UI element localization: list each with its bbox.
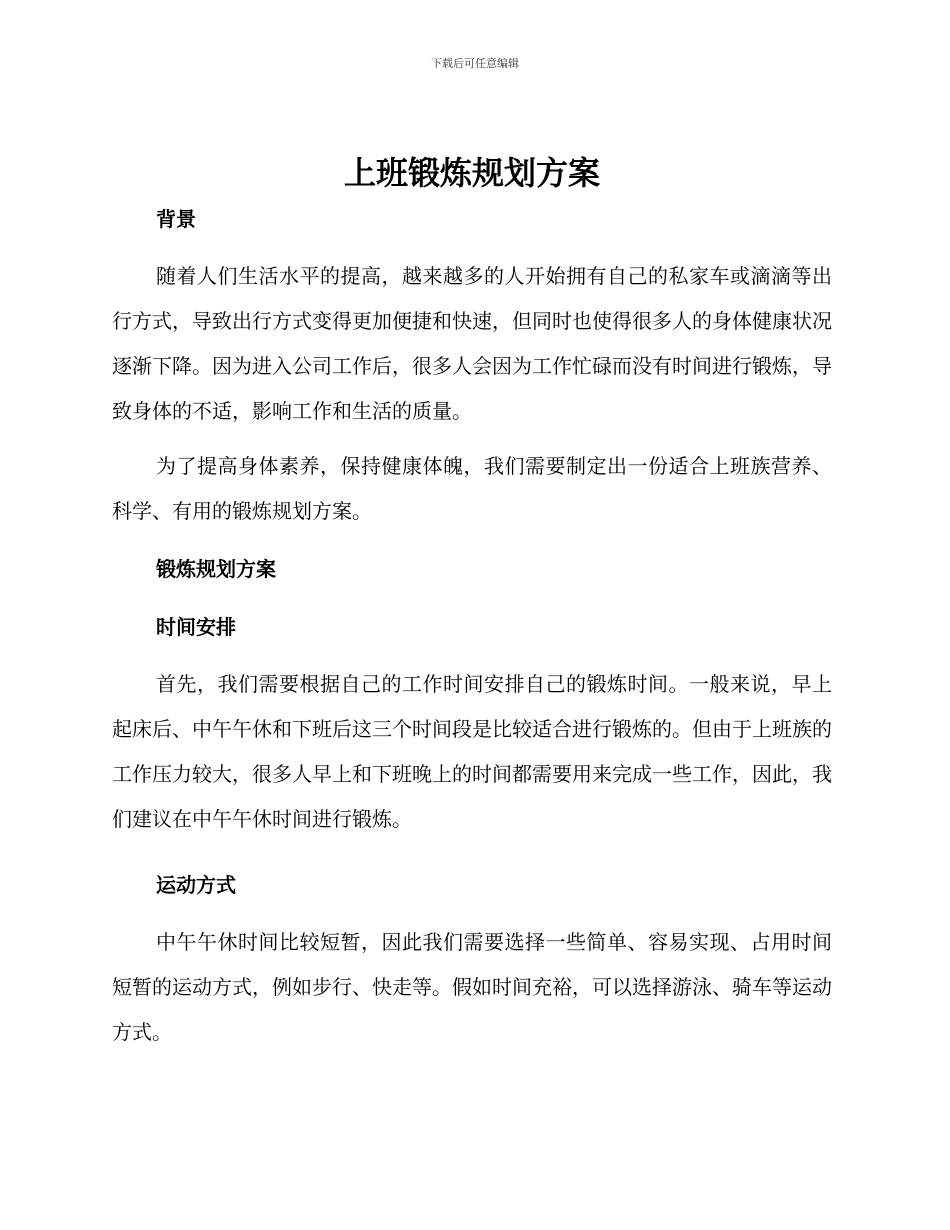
sport-paragraph: 中午午休时间比较短暂，因此我们需要选择一些简单、容易实现、占用时间短暂的运动方式，例如步行、快走等。假如时间充裕，可以选择游泳、骑车等运动方式。	[112, 930, 832, 1044]
background-heading: 背景	[156, 207, 196, 231]
sport-heading: 运动方式	[156, 873, 236, 897]
background-paragraph-2: 为了提高身体素养，保持健康体魄，我们需要制定出一份适合上班族营养、科学、有用的锻炼规划方案。	[112, 454, 832, 523]
time-paragraph: 首先，我们需要根据自己的工作时间安排自己的锻炼时间。一般来说，早上起床后、中午午休和下班后这三个时间段是比较适合进行锻炼的。但由于上班族的工作压力较大，很多人早上和下班晚上的时间都需要用来完成一些工作，因此，我们建议在中午午休时间进行锻炼。	[112, 672, 832, 831]
background-paragraph-1: 随着人们生活水平的提高，越来越多的人开始拥有自己的私家车或滴滴等出行方式，导致出行方式变得更加便捷和快速，但同时也使得很多人的身体健康状况逐渐下降。因为进入公司工作后，很多人会因为工作忙碌而没有时间进行锻炼，导致身体的不适，影响工作和生活的质量。	[112, 264, 832, 423]
time-heading: 时间安排	[156, 615, 236, 639]
document-content	[112, 150, 832, 1055]
header-note: 下载后可任意编辑	[431, 57, 519, 70]
document-title: 上班锻炼规划方案	[343, 154, 600, 192]
plan-heading: 锻炼规划方案	[156, 557, 276, 581]
